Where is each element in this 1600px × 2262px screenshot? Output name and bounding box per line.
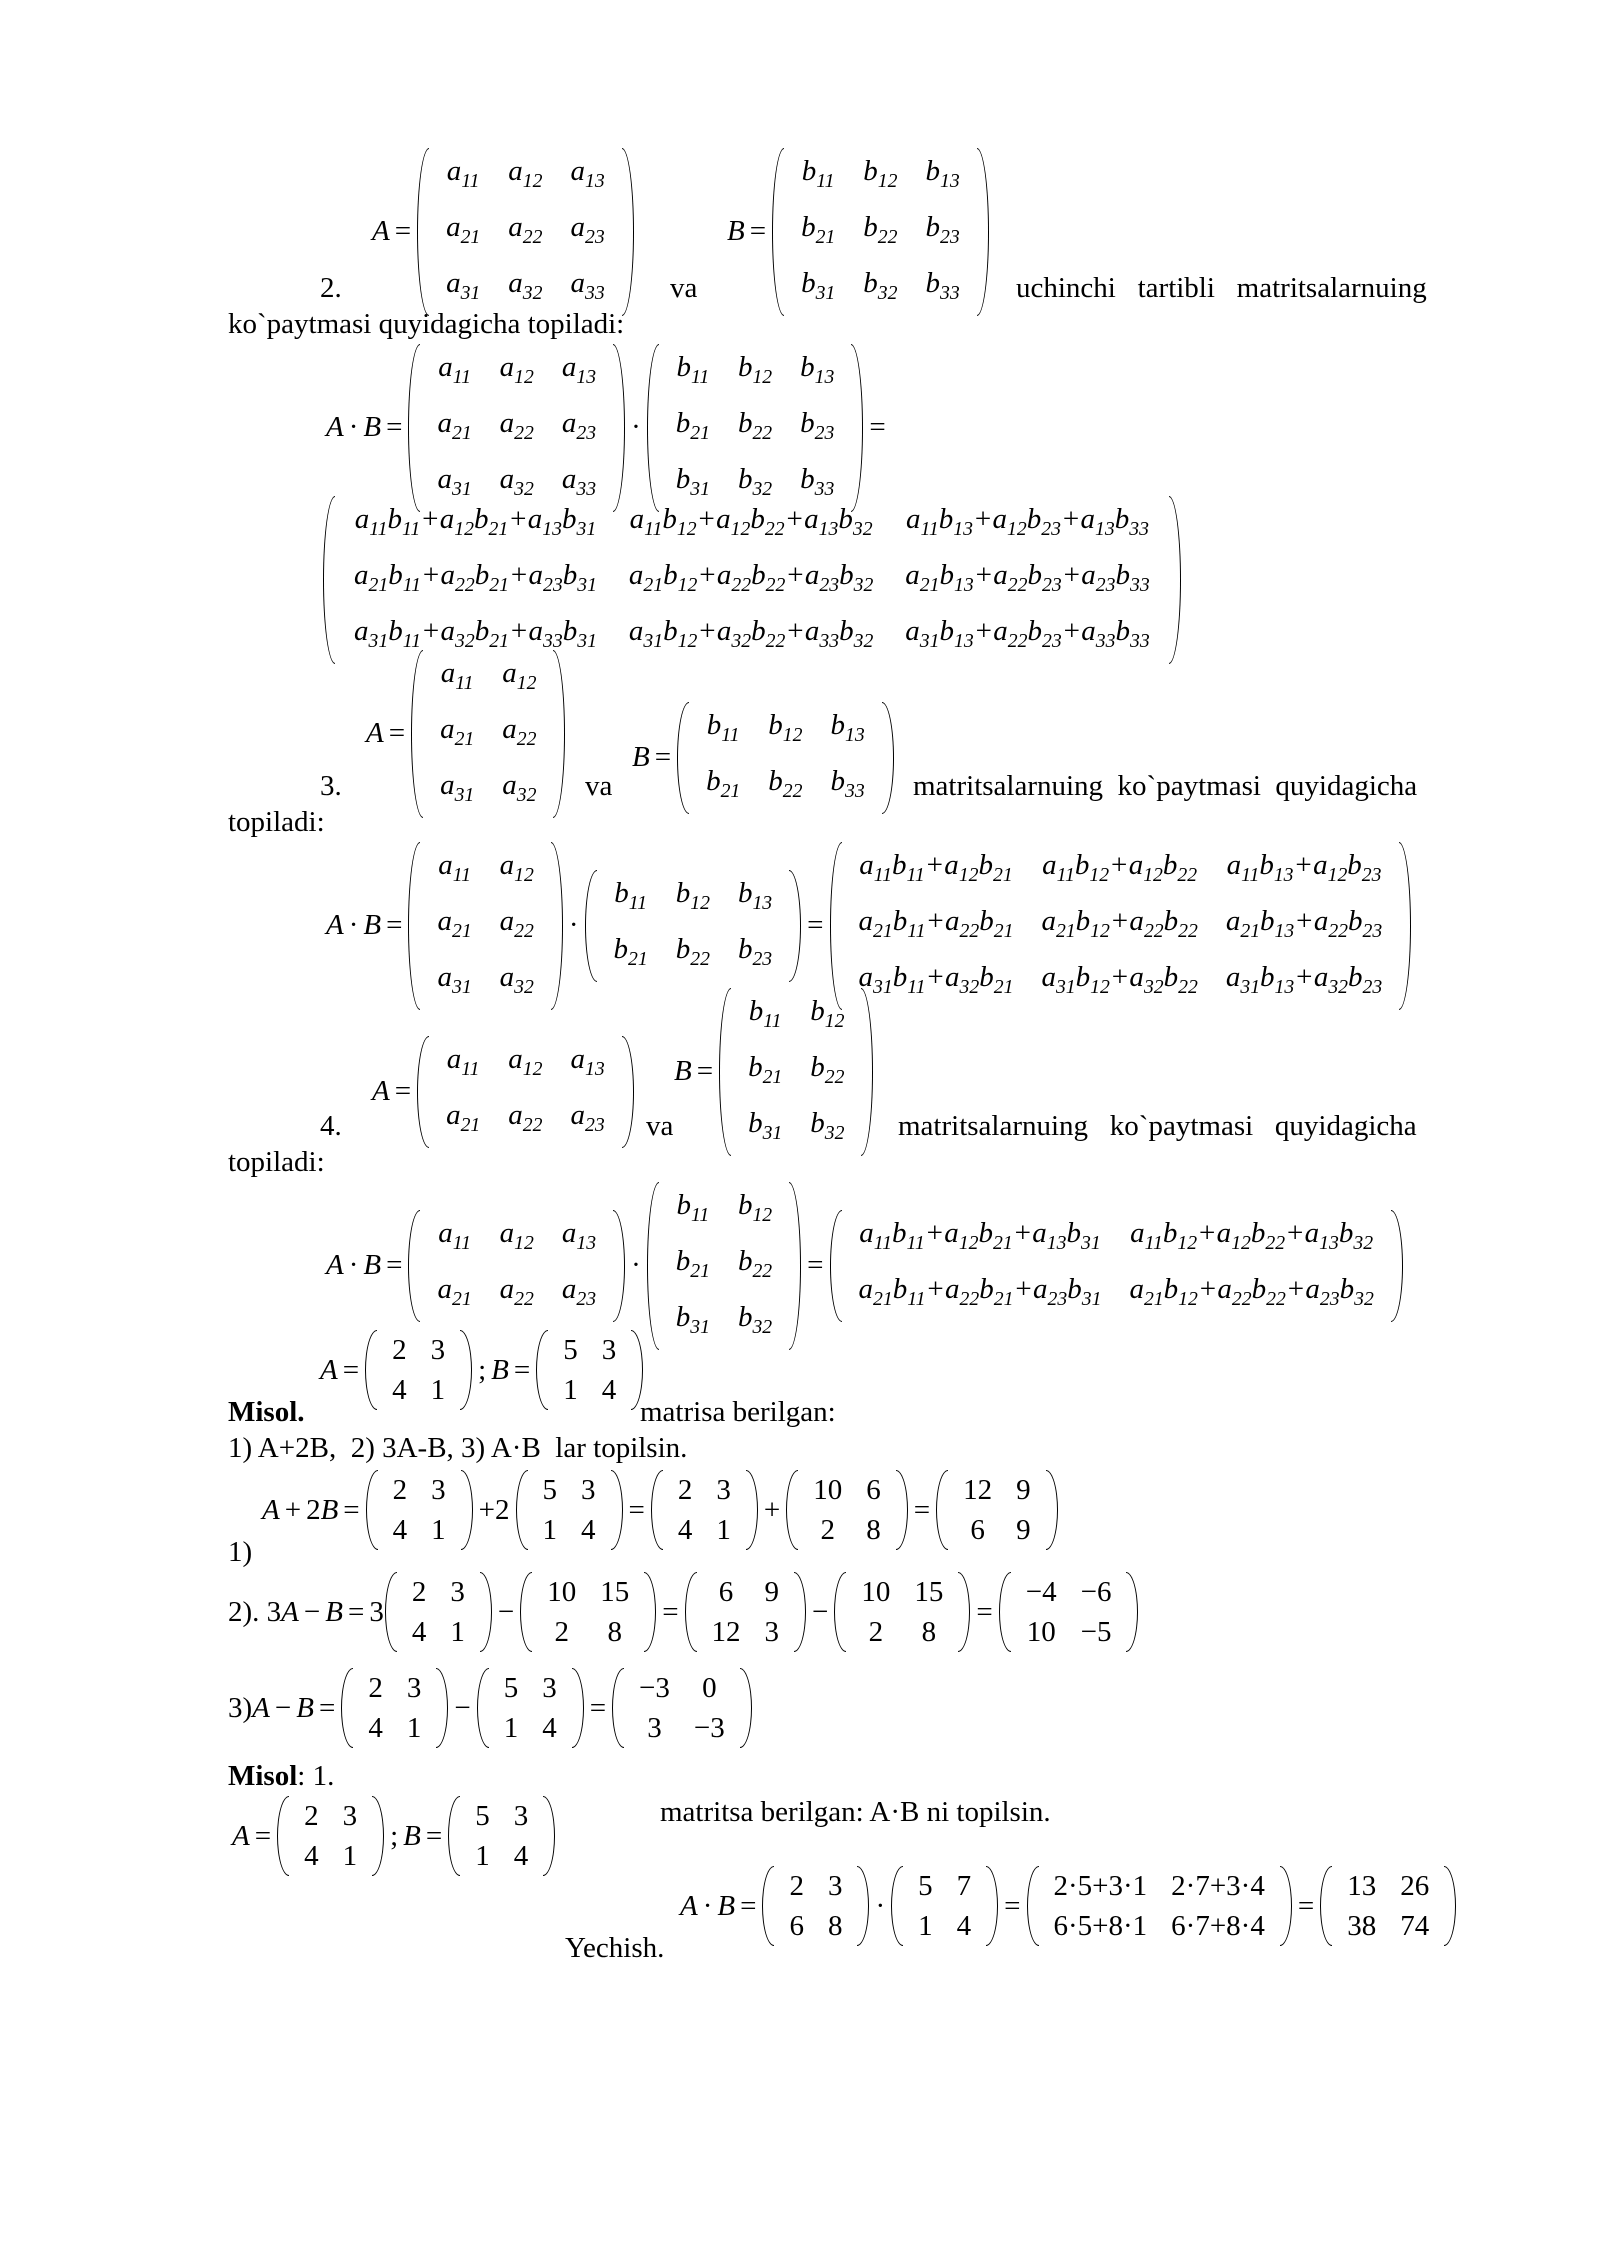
misol1-given-matrices: A = 2 3 4 1 ; B = 5 3 1 4 (320, 1330, 644, 1410)
misol1-step2: 2). 3 A − B = 3 2 3 4 1 − 10 15 2 8 = 6 9 12 3 − 10 15 2 8 = −4 −6 10 −5 (228, 1572, 1139, 1652)
misol2-label: Misol (228, 1760, 298, 1792)
item2-matrix-a: A = $a_{11}$ $a_{12}$ $a_{13}$ $a_{21}$ $a_{22}$ $a_{23}$ $a_{31}$ $a_{32}$ $a_{33}$ (372, 148, 635, 316)
item2-number: 2. (320, 272, 342, 304)
misol2-number: : 1. (297, 1760, 335, 1792)
item3-conjunction: va (585, 770, 613, 802)
item3-product: A · B = $a_{11}$ $a_{12}$ $a_{21}$ $a_{22}$ $a_{31}$ $a_{32}$ · $b_{11}$ $b_{12}$ $b_{13}$ $b_{21}$ $b_{22}$ $b_{23}$ = $a_{11}b_{11}+a_{12}b_{21}$ $a_{11}b_{12}+a_{12}b_{22}$ $a_{11}b_{13}+a_{12}b_{23}$ $a_{21}b_{11}+a_{22}b_{21}$ $a_{21}b_{12}+a_{22}b_{22}$ $a_{21}b_{13}+a_{22}b_{23}$ $a_{31}b_{11}+a_{32}b_{21}$ $a_{31}b_{12}+a_{32}b_{22}$ $a_{31}b_{13}+a_{32}b_{23}$ (326, 842, 1412, 1010)
misol1-step2-label: 2). (228, 1595, 267, 1628)
item4-matrix-a: A = $a_{11}$ $a_{12}$ $a_{13}$ $a_{21}$ $a_{22}$ $a_{23}$ (372, 1036, 635, 1148)
misol2-yechish: Yechish. (565, 1932, 665, 1964)
item3-matrix-b: B = $b_{11}$ $b_{12}$ $b_{13}$ $b_{21}$ $b_{22}$ $b_{33}$ (632, 702, 895, 814)
item3-number: 3. (320, 770, 342, 802)
item2-conjunction: va (670, 272, 698, 304)
item4-line2: topiladi: (228, 1146, 325, 1178)
misol2-given-matrices: A = 2 3 4 1 ; B = 5 3 1 4 (232, 1796, 556, 1876)
misol2-heading (228, 1760, 334, 1793)
misol2-solution: A · B = 2 3 6 8 · 5 7 1 4 = 2·5+3·1 2·7+3·4 6·5+8·1 6·7+8·4 = 13 26 38 74 (680, 1866, 1457, 1946)
item4-description: matritsalarnuing ko`paytmasi quyidagicha (898, 1110, 1417, 1142)
misol2-text: matritsa berilgan: A·B ni topilsin. (660, 1796, 1051, 1828)
item4-matrix-b: B = $b_{11}$ $b_{12}$ $b_{21}$ $b_{22}$ $b_{31}$ $b_{32}$ (674, 988, 874, 1156)
misol1-step1: A + 2 B = 2 3 4 1 +2 5 3 1 4 = 2 3 4 1 + 10 6 2 8 = 12 9 6 9 (262, 1470, 1059, 1550)
item2-product-result: $a_{11}b_{11}+a_{12}b_{21}+a_{13}b_{31}$ $a_{11}b_{12}+a_{12}b_{22}+a_{13}b_{32}$ $a_{11}b_{13}+a_{12}b_{23}+a_{13}b_{33}$ $a_{21}b_{11}+a_{22}b_{21}+a_{23}b_{31}$ $a_{21}b_{12}+a_{22}b_{22}+a_{23}b_{32}$ $a_{21}b_{13}+a_{22}b_{23}+a_{23}b_{33}$ $a_{31}b_{11}+a_{32}b_{21}+a_{33}b_{31}$ $a_{31}b_{12}+a_{32}b_{22}+a_{33}b_{32}$ $a_{31}b_{13}+a_{22}b_{23}+a_{33}b_{33}$ (322, 496, 1182, 664)
item3-description: matritsalarnuing ko`paytmasi quyidagicha (913, 770, 1418, 802)
item3-line2: topiladi: (228, 806, 325, 838)
misol1-step1-label: 1) (228, 1536, 253, 1568)
item4-number: 4. (320, 1110, 342, 1142)
misol1-task: 1) A+2B, 2) 3A-B, 3) A·B lar topilsin. (228, 1432, 688, 1464)
misol1-step3-label: 3) (228, 1691, 253, 1724)
item2-product-definition: A · B = $a_{11}$ $a_{12}$ $a_{13}$ $a_{21}$ $a_{22}$ $a_{23}$ $a_{31}$ $a_{32}$ $a_{33}$ · $b_{11}$ $b_{12}$ $b_{13}$ $b_{21}$ $b_{22}$ $b_{23}$ $b_{31}$ $b_{32}$ $b_{33}$ = (326, 344, 891, 512)
item3-matrix-a: A = $a_{11}$ $a_{12}$ $a_{21}$ $a_{22}$ $a_{31}$ $a_{32}$ (366, 650, 566, 818)
misol1-step3: 3) A − B = 2 3 4 1 − 5 3 1 4 = −3 0 3 −3 (228, 1668, 753, 1748)
item2-line2: ko`paytmasi quyidagicha topiladi: (228, 308, 625, 340)
misol1-label: Misol. (228, 1396, 305, 1428)
item2-description: uchinchi tartibli matritsalarnuing (1016, 272, 1427, 304)
item4-conjunction: va (646, 1110, 674, 1142)
misol1-text: matrisa berilgan: (640, 1396, 836, 1428)
item2-matrix-b: B = $b_{11}$ $b_{12}$ $b_{13}$ $b_{21}$ $b_{22}$ $b_{23}$ $b_{31}$ $b_{32}$ $b_{33}$ (727, 148, 990, 316)
item4-product: A · B = $a_{11}$ $a_{12}$ $a_{13}$ $a_{21}$ $a_{22}$ $a_{23}$ · $b_{11}$ $b_{12}$ $b_{21}$ $b_{22}$ $b_{31}$ $b_{32}$ = $a_{11}b_{11}+a_{12}b_{21}+a_{13}b_{31}$ $a_{11}b_{12}+a_{12}b_{22}+a_{13}b_{32}$ $a_{21}b_{11}+a_{22}b_{21}+a_{23}b_{31}$ $a_{21}b_{12}+a_{22}b_{22}+a_{23}b_{32}$ (326, 1182, 1404, 1350)
